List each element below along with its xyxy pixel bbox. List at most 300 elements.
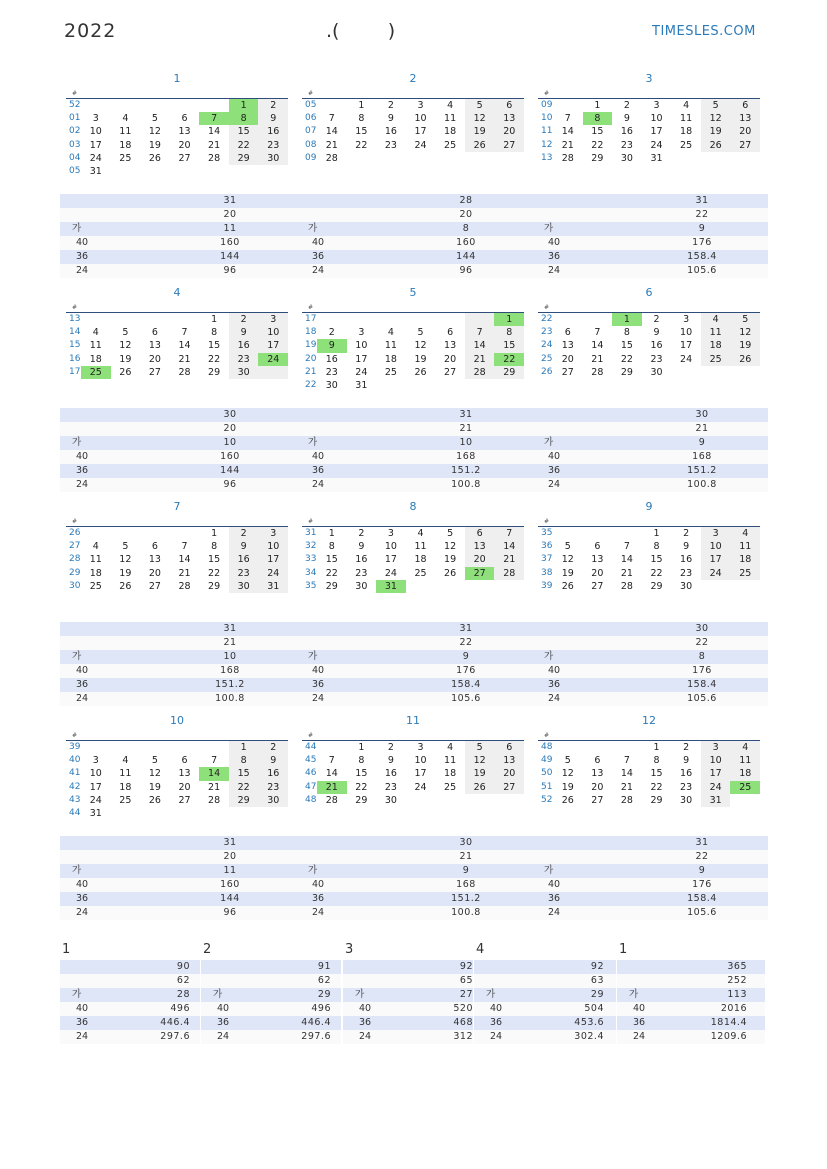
- day-cell[interactable]: 27: [148, 580, 161, 592]
- day-cell[interactable]: 11: [444, 755, 457, 767]
- day-cell[interactable]: 10: [384, 541, 397, 553]
- day-cell[interactable]: 7: [623, 541, 630, 553]
- day-cell[interactable]: 18: [680, 126, 693, 138]
- day-cell[interactable]: 23: [355, 567, 368, 579]
- day-cell[interactable]: 30: [258, 794, 288, 807]
- day-cell[interactable]: 29: [208, 366, 221, 378]
- day-cell[interactable]: 6: [151, 541, 158, 553]
- day-cell[interactable]: 3: [417, 100, 424, 111]
- day-cell[interactable]: 17: [680, 340, 693, 352]
- day-cell[interactable]: 23: [384, 139, 397, 151]
- month-title[interactable]: 7: [173, 500, 181, 513]
- day-cell[interactable]: 28: [561, 152, 574, 164]
- day-cell[interactable]: 15: [208, 340, 221, 352]
- day-cell[interactable]: 6: [181, 755, 188, 767]
- day-cell[interactable]: 21: [178, 567, 191, 579]
- day-cell[interactable]: 4: [701, 313, 731, 326]
- day-cell[interactable]: 18: [730, 767, 760, 780]
- day-cell[interactable]: 19: [119, 567, 132, 579]
- day-cell[interactable]: 22: [325, 567, 338, 579]
- day-cell[interactable]: 14: [178, 554, 191, 566]
- day-cell[interactable]: 29: [355, 794, 368, 806]
- day-cell[interactable]: 9: [683, 755, 690, 767]
- day-cell[interactable]: 12: [701, 112, 731, 125]
- day-cell[interactable]: 6: [465, 527, 495, 540]
- day-cell[interactable]: 19: [561, 781, 574, 793]
- day-cell[interactable]: 28: [178, 366, 191, 378]
- day-cell[interactable]: 3: [653, 100, 660, 111]
- day-cell[interactable]: 13: [178, 768, 191, 780]
- day-cell[interactable]: 28: [620, 580, 633, 592]
- day-cell[interactable]: 24: [701, 567, 731, 580]
- day-cell[interactable]: 3: [92, 755, 99, 767]
- day-cell[interactable]: 4: [387, 327, 394, 339]
- day-cell[interactable]: 31: [650, 152, 663, 164]
- day-cell[interactable]: 22: [355, 781, 368, 793]
- day-cell[interactable]: 20: [444, 353, 457, 365]
- day-cell[interactable]: 12: [465, 754, 495, 767]
- day-cell[interactable]: 17: [650, 126, 663, 138]
- day-cell[interactable]: 21: [620, 567, 633, 579]
- day-cell[interactable]: 2: [653, 314, 660, 325]
- day-cell[interactable]: 8: [358, 755, 365, 767]
- day-cell[interactable]: 23: [384, 781, 397, 793]
- day-cell[interactable]: 7: [623, 755, 630, 767]
- day-cell[interactable]: 9: [653, 327, 660, 339]
- day-cell[interactable]: 8: [211, 327, 218, 339]
- day-cell[interactable]: 9: [387, 113, 394, 125]
- day-cell[interactable]: 11: [89, 340, 102, 352]
- day-cell[interactable]: 2: [387, 742, 394, 753]
- month-title[interactable]: 1: [173, 72, 181, 85]
- day-cell[interactable]: 3: [701, 741, 731, 754]
- day-cell[interactable]: 27: [494, 781, 524, 794]
- day-cell[interactable]: 18: [119, 139, 132, 151]
- day-cell[interactable]: 27: [465, 567, 495, 580]
- day-cell[interactable]: 17: [89, 781, 102, 793]
- day-cell[interactable]: 1: [229, 99, 259, 112]
- day-cell[interactable]: 26: [414, 366, 427, 378]
- day-cell[interactable]: 29: [494, 366, 524, 379]
- day-cell[interactable]: 13: [465, 540, 495, 553]
- day-cell[interactable]: 14: [591, 340, 604, 352]
- day-cell[interactable]: 24: [258, 353, 288, 366]
- day-cell[interactable]: 1: [358, 742, 365, 753]
- day-cell[interactable]: 27: [591, 794, 604, 806]
- day-cell[interactable]: 20: [591, 567, 604, 579]
- day-cell[interactable]: 21: [620, 781, 633, 793]
- day-cell[interactable]: 27: [730, 139, 760, 152]
- day-cell[interactable]: 2: [258, 741, 288, 754]
- day-cell[interactable]: 11: [89, 554, 102, 566]
- day-cell[interactable]: 31: [376, 580, 406, 593]
- day-cell[interactable]: 5: [151, 113, 158, 125]
- day-cell[interactable]: 16: [258, 767, 288, 780]
- day-cell[interactable]: 13: [730, 112, 760, 125]
- day-cell[interactable]: 26: [561, 580, 574, 592]
- day-cell[interactable]: 22: [229, 781, 259, 794]
- day-cell[interactable]: 6: [181, 113, 188, 125]
- day-cell[interactable]: 9: [683, 541, 690, 553]
- day-cell[interactable]: 25: [730, 567, 760, 580]
- day-cell[interactable]: 16: [384, 126, 397, 138]
- day-cell[interactable]: 18: [444, 126, 457, 138]
- day-cell[interactable]: 27: [178, 794, 191, 806]
- day-cell[interactable]: 5: [151, 755, 158, 767]
- day-cell[interactable]: 12: [444, 541, 457, 553]
- day-cell[interactable]: 21: [325, 139, 338, 151]
- day-cell[interactable]: 30: [229, 366, 259, 379]
- day-cell[interactable]: 5: [564, 541, 571, 553]
- day-cell[interactable]: 27: [494, 139, 524, 152]
- day-cell[interactable]: 27: [591, 580, 604, 592]
- day-cell[interactable]: 23: [258, 139, 288, 152]
- day-cell[interactable]: 18: [119, 781, 132, 793]
- day-cell[interactable]: 8: [623, 327, 630, 339]
- day-cell[interactable]: 18: [701, 339, 731, 352]
- day-cell[interactable]: 6: [494, 99, 524, 112]
- day-cell[interactable]: 24: [701, 781, 731, 794]
- day-cell[interactable]: 8: [358, 113, 365, 125]
- day-cell[interactable]: 25: [414, 567, 427, 579]
- day-cell[interactable]: 17: [355, 353, 368, 365]
- day-cell[interactable]: 29: [620, 366, 633, 378]
- day-cell[interactable]: 10: [258, 326, 288, 339]
- day-cell[interactable]: 5: [122, 327, 129, 339]
- day-cell[interactable]: 24: [414, 781, 427, 793]
- day-cell[interactable]: 26: [148, 794, 161, 806]
- day-cell[interactable]: 14: [620, 554, 633, 566]
- day-cell[interactable]: 12: [148, 126, 161, 138]
- day-cell[interactable]: 4: [92, 327, 99, 339]
- day-cell[interactable]: 25: [680, 139, 693, 151]
- day-cell[interactable]: 5: [417, 327, 424, 339]
- day-cell[interactable]: 4: [683, 100, 690, 111]
- day-cell[interactable]: 15: [229, 125, 259, 138]
- day-cell[interactable]: 28: [208, 152, 221, 164]
- day-cell[interactable]: 19: [414, 353, 427, 365]
- day-cell[interactable]: 15: [208, 554, 221, 566]
- day-cell[interactable]: 16: [229, 339, 259, 352]
- month-title[interactable]: 5: [409, 286, 417, 299]
- day-cell[interactable]: 14: [465, 339, 495, 352]
- day-cell[interactable]: 14: [325, 126, 338, 138]
- day-cell[interactable]: 22: [355, 139, 368, 151]
- day-cell[interactable]: 5: [447, 528, 454, 539]
- day-cell[interactable]: 17: [414, 126, 427, 138]
- day-cell[interactable]: 15: [355, 768, 368, 780]
- day-cell[interactable]: 9: [623, 113, 630, 125]
- day-cell[interactable]: 1: [612, 313, 642, 326]
- day-cell[interactable]: 24: [355, 366, 368, 378]
- day-cell[interactable]: 13: [591, 768, 604, 780]
- day-cell[interactable]: 27: [444, 366, 457, 378]
- day-cell[interactable]: 11: [680, 113, 693, 125]
- day-cell[interactable]: 31: [89, 165, 102, 177]
- day-cell[interactable]: 18: [89, 567, 102, 579]
- day-cell[interactable]: 6: [594, 541, 601, 553]
- day-cell[interactable]: 13: [561, 340, 574, 352]
- day-cell[interactable]: 21: [178, 353, 191, 365]
- day-cell[interactable]: 1: [358, 100, 365, 111]
- day-cell[interactable]: 3: [92, 113, 99, 125]
- day-cell[interactable]: 25: [701, 353, 731, 366]
- day-cell[interactable]: 13: [148, 554, 161, 566]
- day-cell[interactable]: 26: [701, 139, 731, 152]
- day-cell[interactable]: 16: [680, 768, 693, 780]
- day-cell[interactable]: 6: [494, 741, 524, 754]
- day-cell[interactable]: 18: [384, 353, 397, 365]
- day-cell[interactable]: 16: [650, 340, 663, 352]
- day-cell[interactable]: 4: [447, 742, 454, 753]
- day-cell[interactable]: 23: [650, 353, 663, 365]
- day-cell[interactable]: 1: [328, 528, 335, 539]
- day-cell[interactable]: 14: [325, 768, 338, 780]
- day-cell[interactable]: 29: [650, 794, 663, 806]
- day-cell[interactable]: 7: [594, 327, 601, 339]
- day-cell[interactable]: 15: [325, 554, 338, 566]
- month-title[interactable]: 12: [642, 714, 656, 727]
- day-cell[interactable]: 20: [178, 781, 191, 793]
- day-cell[interactable]: 10: [701, 540, 731, 553]
- day-cell[interactable]: 17: [414, 768, 427, 780]
- day-cell[interactable]: 24: [680, 353, 693, 365]
- day-cell[interactable]: 11: [119, 768, 132, 780]
- day-cell[interactable]: 9: [229, 326, 259, 339]
- day-cell[interactable]: 22: [650, 781, 663, 793]
- day-cell[interactable]: 2: [358, 528, 365, 539]
- day-cell[interactable]: 26: [444, 567, 457, 579]
- day-cell[interactable]: 6: [447, 327, 454, 339]
- day-cell[interactable]: 14: [561, 126, 574, 138]
- day-cell[interactable]: 2: [683, 742, 690, 753]
- day-cell[interactable]: 20: [561, 353, 574, 365]
- day-cell[interactable]: 4: [417, 528, 424, 539]
- day-cell[interactable]: 25: [89, 580, 102, 592]
- day-cell[interactable]: 4: [730, 741, 760, 754]
- day-cell[interactable]: 26: [465, 139, 495, 152]
- day-cell[interactable]: 6: [564, 327, 571, 339]
- day-cell[interactable]: 14: [199, 767, 229, 780]
- day-cell[interactable]: 13: [494, 112, 524, 125]
- day-cell[interactable]: 22: [591, 139, 604, 151]
- day-cell[interactable]: 30: [229, 580, 259, 593]
- day-cell[interactable]: 3: [387, 528, 394, 539]
- day-cell[interactable]: 9: [317, 339, 347, 352]
- day-cell[interactable]: 7: [211, 755, 218, 767]
- day-cell[interactable]: 20: [178, 139, 191, 151]
- day-cell[interactable]: 30: [680, 794, 693, 806]
- day-cell[interactable]: 26: [119, 366, 132, 378]
- month-title[interactable]: 10: [170, 714, 184, 727]
- day-cell[interactable]: 24: [650, 139, 663, 151]
- day-cell[interactable]: 17: [258, 553, 288, 566]
- day-cell[interactable]: 8: [211, 541, 218, 553]
- day-cell[interactable]: 15: [355, 126, 368, 138]
- day-cell[interactable]: 11: [119, 126, 132, 138]
- day-cell[interactable]: 25: [119, 794, 132, 806]
- day-cell[interactable]: 2: [328, 327, 335, 339]
- day-cell[interactable]: 7: [328, 113, 335, 125]
- day-cell[interactable]: 23: [680, 781, 693, 793]
- day-cell[interactable]: 15: [229, 767, 259, 780]
- day-cell[interactable]: 12: [414, 340, 427, 352]
- day-cell[interactable]: 19: [119, 353, 132, 365]
- day-cell[interactable]: 1: [211, 528, 218, 539]
- day-cell[interactable]: 30: [620, 152, 633, 164]
- day-cell[interactable]: 8: [653, 541, 660, 553]
- day-cell[interactable]: 28: [591, 366, 604, 378]
- day-cell[interactable]: 11: [384, 340, 397, 352]
- day-cell[interactable]: 5: [122, 541, 129, 553]
- day-cell[interactable]: 16: [620, 126, 633, 138]
- day-cell[interactable]: 18: [89, 353, 102, 365]
- day-cell[interactable]: 23: [620, 139, 633, 151]
- day-cell[interactable]: 7: [181, 327, 188, 339]
- day-cell[interactable]: 4: [447, 100, 454, 111]
- day-cell[interactable]: 12: [148, 768, 161, 780]
- day-cell[interactable]: 15: [650, 554, 663, 566]
- month-title[interactable]: 3: [645, 72, 653, 85]
- day-cell[interactable]: 23: [229, 353, 259, 366]
- day-cell[interactable]: 7: [181, 541, 188, 553]
- day-cell[interactable]: 30: [650, 366, 663, 378]
- day-cell[interactable]: 8: [653, 755, 660, 767]
- day-cell[interactable]: 29: [591, 152, 604, 164]
- day-cell[interactable]: 31: [89, 807, 102, 819]
- day-cell[interactable]: 15: [620, 340, 633, 352]
- day-cell[interactable]: 25: [81, 366, 111, 379]
- day-cell[interactable]: 23: [325, 366, 338, 378]
- month-title[interactable]: 2: [409, 72, 417, 85]
- day-cell[interactable]: 1: [211, 314, 218, 325]
- day-cell[interactable]: 3: [358, 327, 365, 339]
- day-cell[interactable]: 2: [258, 99, 288, 112]
- day-cell[interactable]: 30: [384, 794, 397, 806]
- day-cell[interactable]: 3: [683, 314, 690, 325]
- day-cell[interactable]: 24: [89, 152, 102, 164]
- day-cell[interactable]: 11: [414, 541, 427, 553]
- day-cell[interactable]: 23: [229, 567, 259, 580]
- day-cell[interactable]: 26: [119, 580, 132, 592]
- day-cell[interactable]: 23: [258, 781, 288, 794]
- day-cell[interactable]: 10: [355, 340, 368, 352]
- day-cell[interactable]: 20: [591, 781, 604, 793]
- day-cell[interactable]: 9: [229, 540, 259, 553]
- day-cell[interactable]: 22: [620, 353, 633, 365]
- day-cell[interactable]: 19: [701, 125, 731, 138]
- day-cell[interactable]: 18: [414, 554, 427, 566]
- day-cell[interactable]: 3: [417, 742, 424, 753]
- day-cell[interactable]: 20: [494, 767, 524, 780]
- day-cell[interactable]: 24: [258, 567, 288, 580]
- day-cell[interactable]: 29: [229, 152, 259, 165]
- day-cell[interactable]: 15: [494, 339, 524, 352]
- day-cell[interactable]: 21: [208, 139, 221, 151]
- day-cell[interactable]: 16: [325, 353, 338, 365]
- day-cell[interactable]: 27: [178, 152, 191, 164]
- day-cell[interactable]: 6: [730, 99, 760, 112]
- day-cell[interactable]: 20: [148, 567, 161, 579]
- day-cell[interactable]: 26: [730, 353, 760, 366]
- day-cell[interactable]: 19: [465, 125, 495, 138]
- day-cell[interactable]: 19: [148, 139, 161, 151]
- day-cell[interactable]: 4: [92, 541, 99, 553]
- day-cell[interactable]: 3: [258, 313, 288, 326]
- day-cell[interactable]: 12: [465, 112, 495, 125]
- day-cell[interactable]: 12: [561, 554, 574, 566]
- day-cell[interactable]: 13: [444, 340, 457, 352]
- day-cell[interactable]: 26: [561, 794, 574, 806]
- day-cell[interactable]: 25: [384, 366, 397, 378]
- month-title[interactable]: 4: [173, 286, 181, 299]
- day-cell[interactable]: 25: [444, 139, 457, 151]
- day-cell[interactable]: 22: [650, 567, 663, 579]
- day-cell[interactable]: 7: [465, 326, 495, 339]
- day-cell[interactable]: 10: [701, 754, 731, 767]
- day-cell[interactable]: 14: [494, 540, 524, 553]
- day-cell[interactable]: 29: [208, 580, 221, 592]
- day-cell[interactable]: 2: [683, 528, 690, 539]
- day-cell[interactable]: 19: [561, 567, 574, 579]
- day-cell[interactable]: 28: [325, 794, 338, 806]
- day-cell[interactable]: 6: [151, 327, 158, 339]
- day-cell[interactable]: 5: [465, 99, 495, 112]
- day-cell[interactable]: 22: [229, 139, 259, 152]
- day-cell[interactable]: 1: [594, 100, 601, 111]
- day-cell[interactable]: 13: [148, 340, 161, 352]
- day-cell[interactable]: 7: [494, 527, 524, 540]
- day-cell[interactable]: 13: [494, 754, 524, 767]
- day-cell[interactable]: 10: [650, 113, 663, 125]
- day-cell[interactable]: 22: [208, 353, 221, 365]
- day-cell[interactable]: 12: [561, 768, 574, 780]
- day-cell[interactable]: 20: [730, 125, 760, 138]
- day-cell[interactable]: 5: [465, 741, 495, 754]
- day-cell[interactable]: 21: [317, 781, 347, 794]
- day-cell[interactable]: 28: [465, 366, 495, 379]
- month-title[interactable]: 6: [645, 286, 653, 299]
- day-cell[interactable]: 21: [591, 353, 604, 365]
- day-cell[interactable]: 21: [208, 781, 221, 793]
- day-cell[interactable]: 11: [730, 754, 760, 767]
- day-cell[interactable]: 31: [701, 794, 731, 807]
- day-cell[interactable]: 29: [229, 794, 259, 807]
- day-cell[interactable]: 29: [325, 580, 338, 592]
- day-cell[interactable]: 18: [730, 553, 760, 566]
- day-cell[interactable]: 27: [148, 366, 161, 378]
- day-cell[interactable]: 13: [178, 126, 191, 138]
- day-cell[interactable]: 10: [680, 327, 693, 339]
- day-cell[interactable]: 25: [444, 781, 457, 793]
- day-cell[interactable]: 5: [564, 755, 571, 767]
- day-cell[interactable]: 1: [494, 313, 524, 326]
- day-cell[interactable]: 15: [591, 126, 604, 138]
- day-cell[interactable]: 9: [387, 755, 394, 767]
- day-cell[interactable]: 16: [355, 554, 368, 566]
- day-cell[interactable]: 20: [148, 353, 161, 365]
- day-cell[interactable]: 9: [358, 541, 365, 553]
- day-cell[interactable]: 15: [650, 768, 663, 780]
- site-logo[interactable]: TIMESLES.COM: [652, 24, 756, 39]
- day-cell[interactable]: 31: [355, 379, 368, 391]
- day-cell[interactable]: 20: [494, 125, 524, 138]
- day-cell[interactable]: 5: [701, 99, 731, 112]
- day-cell[interactable]: 3: [701, 527, 731, 540]
- day-cell[interactable]: 10: [414, 113, 427, 125]
- day-cell[interactable]: 30: [325, 379, 338, 391]
- day-cell[interactable]: 20: [465, 553, 495, 566]
